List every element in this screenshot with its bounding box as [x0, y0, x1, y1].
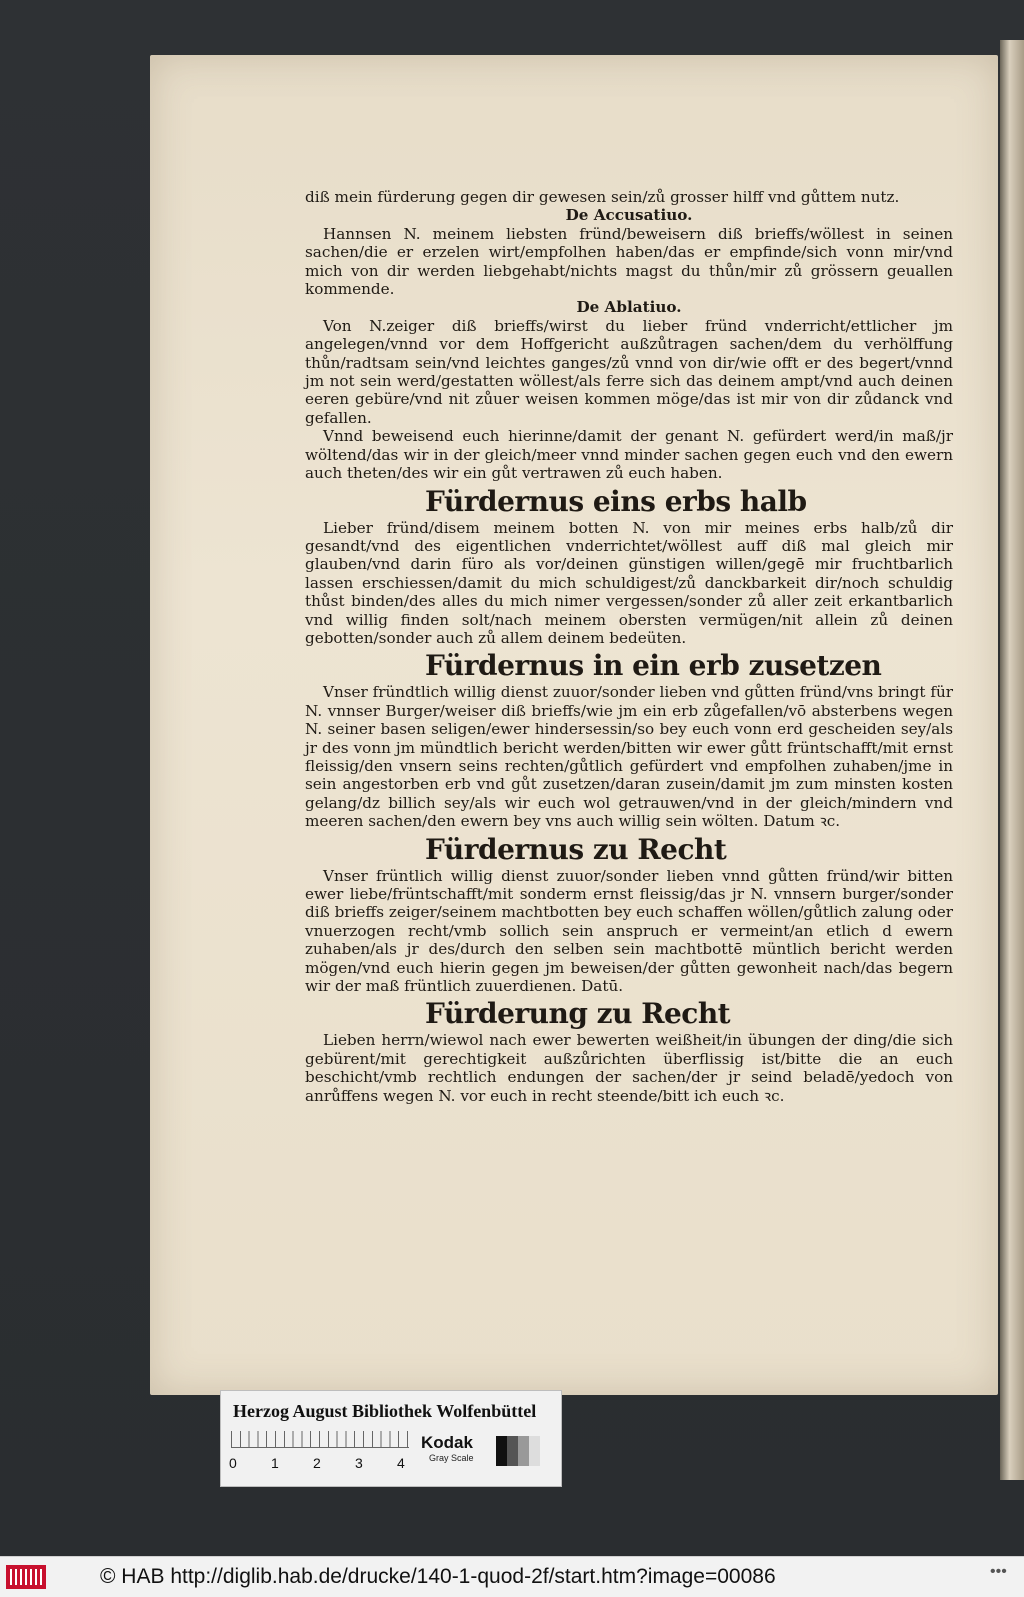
ruler-tick: 1: [271, 1455, 279, 1471]
section-heading: Fürdernus eins erbs halb: [425, 484, 807, 518]
paragraph: Vnnd beweisend euch hierinne/damit der genant N. gefürdert werd/in maß/jr wöltend/das wir in der gleich/meer vnnd minder sachen gegen euch vnd den ewern auch theten/des wir ein gůt vertrawen zů euch haben.: [305, 427, 953, 483]
gray-scale-label: Gray Scale: [429, 1453, 474, 1463]
next-page-edge: [1000, 40, 1024, 1480]
paragraph: Von N.zeiger diß brieffs/wirst du lieber fründ vnderricht/ettlicher jm angelegen/vnnd vor dem Hoffgericht außzůtragen sachen/dem du verhölffung thůn/radtsam sein/vnd leichtes ganges/zů vnnd von dir/wie offt er des begert/vnnd jm not sein werd/gestatten wöllest/als ferre sich das deinem ampt/vnd auch deinen eeren gebüre/vnd nit zůuer weisen kommen möge/das ist mir von dir zůdanck vnd gefallen.: [305, 316, 953, 427]
kodak-label: [421, 1433, 474, 1463]
gray-swatch: [496, 1436, 540, 1466]
paragraph: Lieber fründ/disem meinem botten N. von mir meines erbs halb/zů dir gesandt/vnd des eigentlichen vnderrichtet/wöllest auff diß mal gleich mir glauben/vnd darin füro als vor/deinen günstigen willen/gegē mir fruchtbarlich lassen erschiessen/damit du mich schuldigest/zů danckbarkeit dir/noch schuldig thůst binden/des alles du mich nimer vergessen/sonder zů aller zeit erkantbarlich vnd willig finden solt/nach meinem obersten vermügen/nit allein zů deinen gebotten/sonder auch zů allem deinem bedeüten.: [305, 518, 953, 647]
hab-logo-icon: [6, 1565, 46, 1589]
ruler-tick: 0: [229, 1455, 237, 1471]
paragraph: Hannsen N. meinem liebsten fründ/beweisern diß brieffs/wöllest in seinen sachen/die er erzelen wirt/empfolhen haben/das er empfinde/sich vonn mir/vnd mich von dir werden liebgehabt/nichts magst du thůn/mir zů grössern geuallen kommende.: [305, 224, 953, 299]
copyright-link[interactable]: © HAB http://diglib.hab.de/drucke/140-1-quod-2f/start.htm?image=00086: [100, 1565, 776, 1588]
kodak-brand: Kodak: [421, 1433, 473, 1452]
section-heading: Fürderung zu Recht: [425, 997, 731, 1031]
section-heading: Fürdernus in ein erb zusetzen: [425, 649, 882, 683]
paragraph: diß mein fürderung gegen dir gewesen sein/zů grosser hilff vnd gůttem nutz.: [305, 188, 900, 206]
paragraph: Vnser fründtlich willig dienst zuuor/sonder lieben vnd gůtten fründ/vns bringt für N. vnnser Burger/weiser diß brieffs/wie jm ein erb zůgefallen/vō absterbens wegen N. seiner basen seligen/ewer hindersessin/so bey euch vonn erd gescheiden sey/als jr des vonn jm mündtlich bericht werden/bitten wir ewer gůtt früntschafft/mit ernst fleissig/den vnsern seins rechten/gůtlich gefürdert vnd empfolhen zuhaben/jme in sein angestorben erb vnd gůt zusetzen/daran zusein/damit jm zum minsten kosten gelang/dz billich sey/als wir euch wol getrauwen/vnd in der gleich/mindern vnd meeren sachen/den ewern bey vns auch willig sein wölten. Datum ꝛc.: [305, 683, 953, 831]
paragraph: Lieben herrn/wiewol nach ewer bewerten weißheit/in übungen der ding/die sich gebürent/mit gerechtigkeit außzůrichten überflissig ist/bitte die an euch beschicht/vmb rechtlich endungen der sachen/der jr seind beladē/yedoch von anrůffens wegen N. vor euch in recht steende/bitt ich euch ꝛc.: [305, 1031, 953, 1105]
library-name: Herzog August Bibliothek Wolfenbüttel: [233, 1401, 537, 1421]
ruler-tick: 3: [355, 1455, 363, 1471]
ruler-scale: [231, 1431, 409, 1448]
footer-bar: [0, 1556, 1024, 1597]
subheading: De Ablatiuo.: [576, 298, 682, 317]
subheading: De Accusatiuo.: [565, 206, 693, 225]
ruler-tick: 4: [397, 1455, 405, 1471]
ruler-tick: 2: [313, 1455, 321, 1471]
paragraph: Vnser früntlich willig dienst zuuor/sonder lieben vnnd gůtten fründ/wir bitten ewer liebe/früntschafft/mit sonderm ernst fleissig/das jr N. vnnsern burger/sonder diß brieffs zeiger/seinem machtbotten bey euch schaffen wöllen/gůtlich zalung oder vnuerzogen recht/vmb sollich sein anspruch er vermeint/an etlich d ewern zuhaben/als jr des/durch den selben sein machtbottē müntlich bericht werden mögen/vnd euch hierin gegen jm beweisen/der gůtten gewonheit nach/das begern wir der maß früntlich zuuerdienen. Datū.: [305, 866, 953, 996]
color-calibration-card: [220, 1390, 562, 1487]
section-heading: Fürdernus zu Recht: [425, 832, 727, 866]
more-menu-icon[interactable]: •••: [990, 1563, 1007, 1580]
page-text: [305, 188, 953, 1105]
